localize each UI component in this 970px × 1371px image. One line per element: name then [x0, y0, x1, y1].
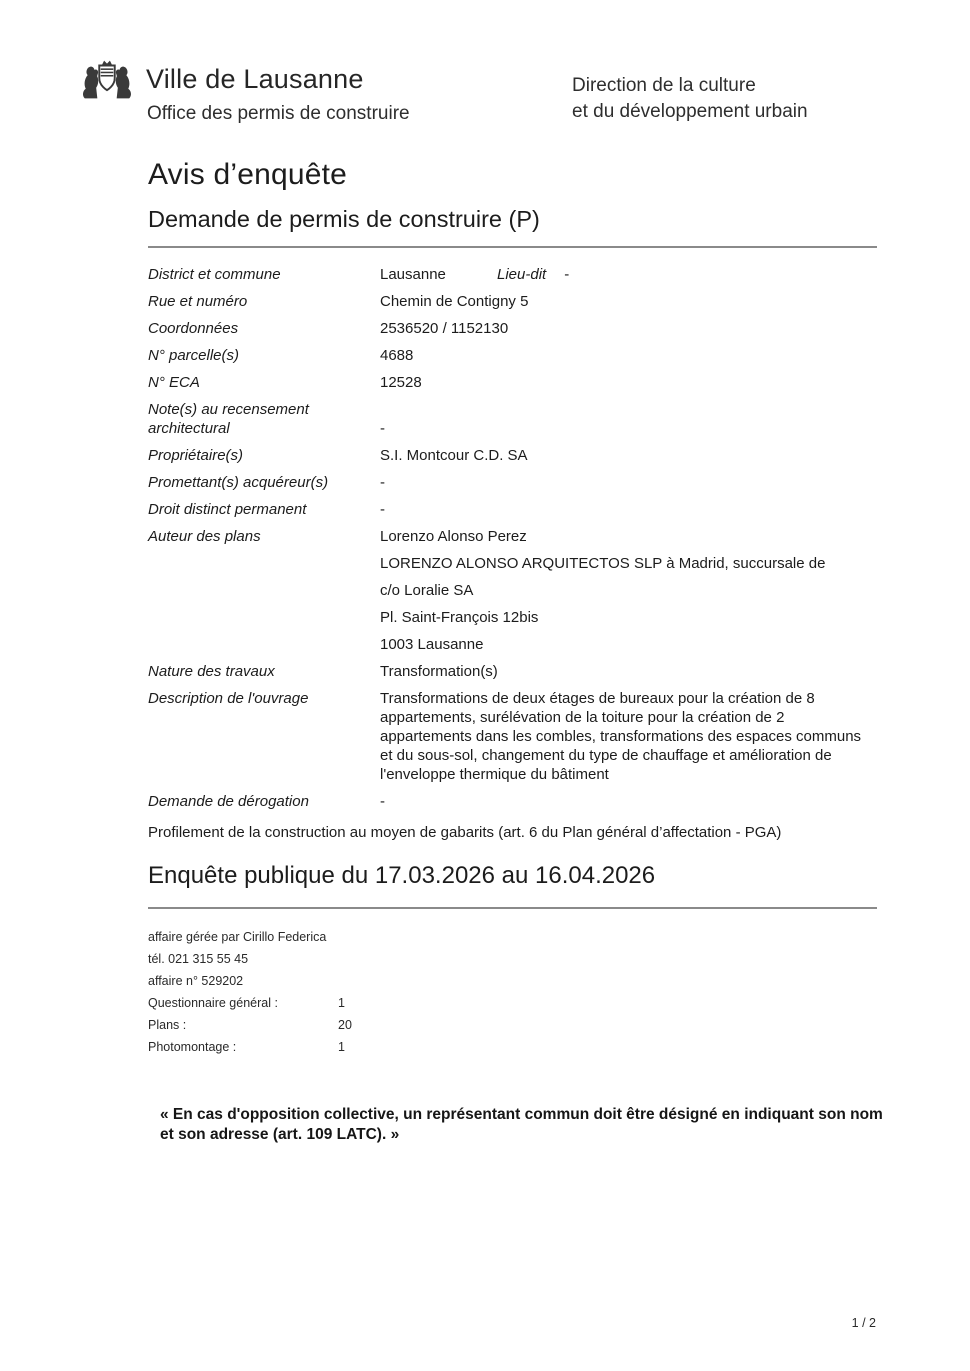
document-body	[148, 158, 883, 1145]
office-subtitle: Office des permis de construire	[147, 103, 410, 124]
field-value: Transformations de deux étages de bureaux pour la création de 8 appartements, surélévation de la toiture pour la création de 2 appartements dans les combles, transformations des espaces communs et du sous-sol, changement du type de chauffage et amélioration de l'enveloppe thermique du bâtiment	[380, 690, 862, 783]
field-row-description	[148, 689, 877, 784]
auteur-line: 1003 Lausanne	[380, 636, 484, 653]
field-value: 4688	[380, 347, 414, 364]
dossier-item-label: Photomontage :	[148, 1040, 237, 1054]
field-label: Description de l'ouvrage	[148, 690, 309, 707]
page-number: 1 / 2	[851, 1316, 876, 1330]
dossier-managed-by: affaire gérée par Cirillo Federica	[148, 930, 327, 944]
divider-bottom	[148, 907, 877, 909]
field-row-derogation	[148, 792, 877, 811]
field-value: -	[380, 501, 385, 518]
dossier-item-label: Questionnaire général :	[148, 996, 278, 1010]
field-value: S.I. Montcour C.D. SA	[380, 447, 528, 464]
auteur-line: Lorenzo Alonso Perez	[380, 528, 527, 545]
field-label: District et commune	[148, 266, 281, 283]
dossier-item-value: 20	[338, 1018, 352, 1032]
field-row-rue	[148, 292, 877, 311]
field-row-parcelle	[148, 346, 877, 365]
field-row-coordonnees	[148, 319, 877, 338]
fields-table	[148, 265, 877, 811]
field-row-droit	[148, 500, 877, 519]
document-title: Avis d’enquête	[148, 158, 348, 191]
enquete-heading: Enquête publique du 17.03.2026 au 16.04.2026	[148, 862, 656, 889]
field-label: N° parcelle(s)	[148, 347, 240, 364]
field-value: 2536520 / 1152130	[380, 320, 509, 337]
document-subtitle: Demande de permis de construire (P)	[148, 206, 540, 232]
auteur-line: Pl. Saint-François 12bis	[380, 609, 539, 626]
direction-block	[572, 73, 808, 125]
lieu-dit-label: Lieu-dit	[497, 266, 547, 283]
district-value: Lausanne	[380, 266, 446, 283]
field-label: Propriétaire(s)	[148, 447, 244, 464]
field-value: -	[380, 474, 385, 491]
dossier-item	[148, 1036, 877, 1058]
opposition-note: « En cas d'opposition collective, un représentant commun doit être désigné en indiquant son nom et son adresse (art. 109 LATC). »	[160, 1106, 883, 1143]
field-value: -	[380, 793, 385, 810]
auteur-line: LORENZO ALONSO ARQUITECTOS SLP à Madrid, succursale de	[380, 555, 826, 572]
field-row-auteur	[148, 527, 877, 654]
divider-top	[148, 246, 877, 248]
lieu-dit-value: -	[564, 266, 570, 283]
field-value: 12528	[380, 374, 422, 391]
direction-line1: Direction de la culture	[572, 75, 756, 96]
field-row-proprietaire	[148, 446, 877, 465]
lausanne-coat-of-arms-icon	[78, 57, 136, 103]
dossier-item	[148, 992, 877, 1014]
dossier-info	[148, 926, 877, 1058]
dossier-case-number: affaire n° 529202	[148, 974, 244, 988]
field-value: Transformation(s)	[380, 663, 498, 680]
field-label: Auteur des plans	[148, 528, 261, 545]
field-value	[380, 527, 877, 654]
field-label: Promettant(s) acquéreur(s)	[148, 474, 329, 491]
field-row-district	[148, 265, 877, 284]
field-row-note-recensement	[148, 400, 877, 438]
field-label: Demande de dérogation	[148, 793, 309, 810]
page-header	[0, 0, 970, 140]
field-label: Rue et numéro	[148, 293, 248, 310]
dossier-phone: tél. 021 315 55 45	[148, 952, 249, 966]
field-value: -	[380, 420, 385, 437]
field-label: Droit distinct permanent	[148, 501, 307, 518]
city-title: Ville de Lausanne	[146, 64, 364, 94]
field-value	[380, 265, 877, 284]
dossier-item-value: 1	[338, 1040, 345, 1054]
profilement-note: Profilement de la construction au moyen de gabarits (art. 6 du Plan général d’affectation - PGA)	[148, 824, 782, 841]
direction-line2: et du développement urbain	[572, 101, 808, 122]
field-label: Note(s) au recensement architectural	[148, 401, 309, 437]
field-row-nature	[148, 662, 877, 681]
dossier-item	[148, 1014, 877, 1036]
field-label: Coordonnées	[148, 320, 239, 337]
field-label: Nature des travaux	[148, 663, 275, 680]
field-label: N° ECA	[148, 374, 200, 391]
auteur-line: c/o Loralie SA	[380, 582, 474, 599]
field-value: Chemin de Contigny 5	[380, 293, 529, 310]
field-row-promettant	[148, 473, 877, 492]
dossier-item-label: Plans :	[148, 1018, 187, 1032]
field-row-eca	[148, 373, 877, 392]
dossier-item-value: 1	[338, 996, 345, 1010]
